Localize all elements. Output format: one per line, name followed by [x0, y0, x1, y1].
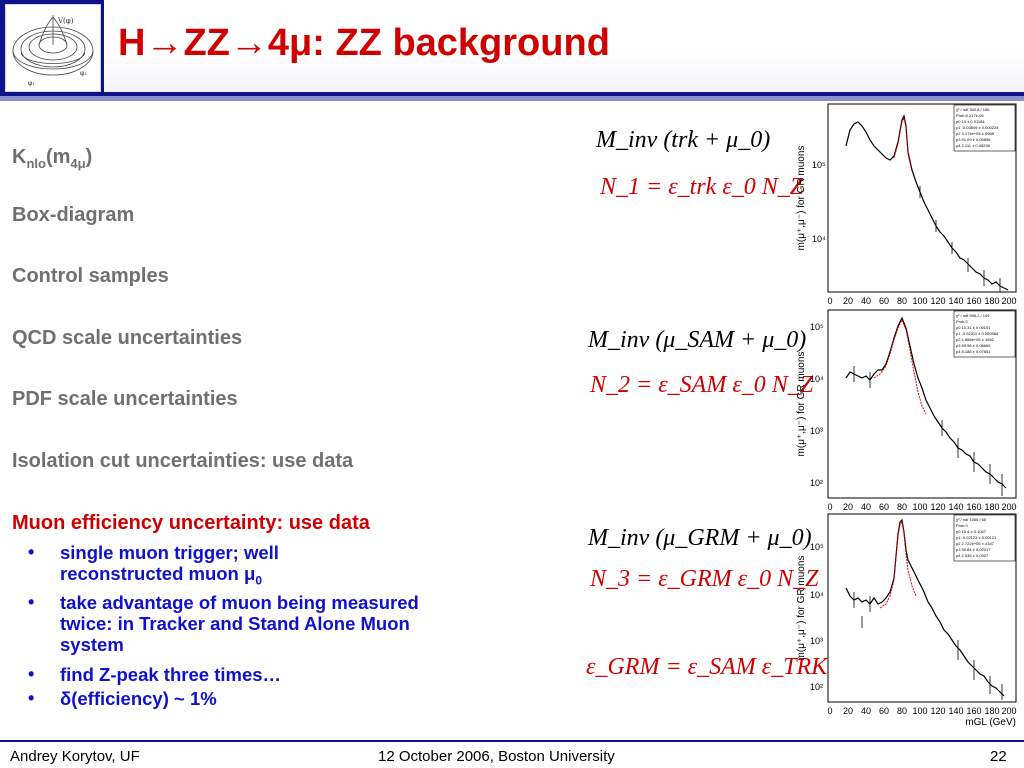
x-tick-label: 20 [842, 296, 854, 306]
page-title: H→ZZ→4μ: ZZ background [118, 22, 610, 64]
plot-trk [790, 102, 1022, 312]
y-tick-label: 10⁴ [810, 374, 824, 384]
sub-list-item [28, 688, 480, 709]
y-axis-label: m(μ⁺,μ⁻) for GR muons [796, 351, 807, 457]
sub-item-text: single muon trigger; well reconstructed muon μ [60, 542, 279, 584]
sub-list-item [28, 592, 420, 655]
stats-line: Prob 8.217e-06 [956, 113, 984, 118]
list-item: PDF scale uncertainties [12, 388, 238, 410]
stats-line: Prob 0 [956, 523, 968, 528]
x-tick-label: 200 [1001, 296, 1017, 306]
knlo-subscript: nlo [26, 156, 46, 171]
x-tick-label: 80 [896, 706, 908, 716]
x-tick-label: 100 [912, 296, 928, 306]
stats-line: p4 2.535 ± 0.0307 [956, 553, 989, 558]
x-tick-label: 40 [860, 296, 872, 306]
x-tick-label: 0 [827, 706, 833, 716]
x-tick-label: 180 [984, 706, 1000, 716]
formula-n2: N_2 = ε_SAM ε_0 N_Z [590, 372, 814, 398]
stats-box [954, 105, 1015, 151]
x-tick-label: 140 [948, 502, 964, 512]
y-tick-label: 10³ [810, 636, 824, 646]
x-tick-label: 120 [930, 296, 946, 306]
logo-frame [0, 0, 104, 96]
stats-line: p0 10.4 ± 0.1047 [956, 529, 986, 534]
x-tick-label: 80 [896, 296, 908, 306]
stats-line: p0 10.31 ± 0.05101 [956, 325, 991, 330]
bullet-icon: • [28, 664, 35, 684]
svg-text:φ₂: φ₂ [80, 70, 87, 77]
x-tick-labels [827, 706, 1016, 716]
sub-list-item [28, 664, 480, 685]
x-tick-labels [827, 296, 1016, 306]
svg-text:V(φ): V(φ) [58, 17, 74, 25]
x-tick-label: 200 [1001, 706, 1017, 716]
plot-grm-svg [790, 512, 1022, 730]
bullet-icon: • [28, 592, 35, 612]
plot-sam-svg [790, 308, 1022, 518]
stats-line: p3 91.09 ± 0.05696 [956, 137, 991, 142]
x-tick-label: 40 [860, 502, 872, 512]
stats-line: χ² / ndf 342.8 / 156 [956, 107, 990, 112]
y-tick-label: 10² [810, 478, 824, 488]
stats-line: p4 8.188 ± 0.07651 [956, 349, 991, 354]
x-tick-label: 60 [878, 502, 890, 512]
x-tick-label: 100 [912, 706, 928, 716]
x-tick-label: 180 [984, 296, 1000, 306]
knlo-arg-open: (m [45, 146, 71, 168]
sub-item-text: find Z-peak three times… [60, 664, 282, 685]
x-tick-label: 120 [930, 502, 946, 512]
bullet-icon: • [28, 688, 35, 708]
plot-trk-svg [790, 102, 1022, 312]
list-item: Box-diagram [12, 204, 135, 226]
x-tick-label: 140 [948, 296, 964, 306]
footer-rule [0, 740, 1024, 742]
list-item: Isolation cut uncertainties: use data [12, 450, 354, 472]
knlo-arg-subscript: 4μ [70, 156, 86, 171]
y-tick-label: 10⁵ [810, 322, 824, 332]
stats-line: p2 3.174e+05 ± 6968 [956, 131, 994, 136]
knlo-item [12, 146, 92, 171]
stats-line: p1 -0.02123 ± 0.00121 [956, 535, 997, 540]
formula-n1: N_1 = ε_trk ε_0 N_Z [600, 174, 804, 200]
x-tick-label: 160 [966, 296, 982, 306]
formula-minv-sam: M_inv (μ_SAM + μ_0) [588, 327, 807, 353]
y-tick-label: 10⁵ [810, 542, 824, 552]
sub-item-text: δ(efficiency) ~ 1% [60, 688, 217, 709]
formula-minv-grm: M_inv (μ_GRM + μ_0) [588, 525, 812, 551]
footer-event: 12 October 2006, Boston University [378, 748, 615, 765]
x-tick-label: 140 [948, 706, 964, 716]
formula-eps-grm: ε_GRM = ε_SAM ε_TRK [586, 654, 828, 680]
x-tick-label: 80 [896, 502, 908, 512]
x-tick-label: 180 [984, 502, 1000, 512]
x-tick-label: 60 [878, 296, 890, 306]
slide-header [0, 0, 1024, 102]
y-tick-label: 10³ [810, 426, 824, 436]
x-tick-label: 0 [827, 502, 833, 512]
page-number: 22 [990, 748, 1007, 765]
x-tick-label: 200 [1001, 502, 1017, 512]
stats-line: p1 -0.03849 ± 0.000224 [956, 125, 999, 130]
stats-line: p4 2.111 ± 0.05238 [956, 143, 990, 148]
x-tick-label: 0 [827, 296, 833, 306]
sub-item-text: take advantage of muon being measured twice: in Tracker and Stand Alone Muon system [60, 592, 419, 655]
stats-line: p2 1.668e+05 ± 1552 [956, 337, 994, 342]
sub-list-item [28, 542, 360, 592]
y-tick-label: 10⁴ [812, 234, 826, 244]
y-tick-label: 10⁴ [810, 590, 824, 600]
stats-line: p3 90.84 ± 0.02017 [956, 547, 991, 552]
y-tick-label: 10⁵ [812, 160, 826, 170]
formula-n3: N_3 = ε_GRM ε_0 N_Z [590, 566, 819, 592]
list-item: QCD scale uncertainties [12, 327, 243, 349]
footer-author: Andrey Korytov, UF [10, 748, 140, 765]
stats-line: p1 -0.02311 ± 0.000584 [956, 331, 999, 336]
list-item: Control samples [12, 265, 169, 287]
logo [5, 4, 101, 92]
knlo-arg-close: ) [85, 146, 93, 168]
stats-box [954, 515, 1015, 561]
stats-line: Prob 0 [956, 319, 968, 324]
mu0-subscript: 0 [255, 573, 263, 588]
bullet-icon: • [28, 542, 35, 562]
x-tick-label: 160 [966, 706, 982, 716]
header-rule-light [0, 96, 1024, 101]
x-tick-label: 40 [860, 706, 872, 716]
muon-efficiency-heading: Muon efficiency uncertainty: use data [12, 512, 370, 534]
formula-minv-trk: M_inv (trk + μ_0) [596, 127, 771, 153]
y-axis-label: m(μ⁺,μ⁻) for GR muons [796, 145, 807, 251]
x-tick-label: 20 [842, 502, 854, 512]
plot-sam [790, 308, 1022, 518]
x-axis-label: mGL (GeV) [965, 717, 1016, 728]
stats-line: χ² / ndf 1065 / 65 [956, 517, 987, 522]
x-tick-label: 60 [878, 706, 890, 716]
stats-line: χ² / ndf 596.2 / 149 [956, 313, 990, 318]
x-tick-labels [827, 502, 1016, 512]
plot-grm [790, 512, 1022, 730]
x-tick-label: 120 [930, 706, 946, 716]
stats-line: p0 14 ± 0.01184 [956, 119, 985, 124]
potential-surface-icon [6, 5, 100, 91]
y-tick-label: 10² [810, 682, 824, 692]
stats-box [954, 311, 1015, 357]
y-axis-label: m(μ⁺,μ⁻) for GR muons [796, 555, 807, 661]
x-tick-label: 100 [912, 502, 928, 512]
svg-text:φ₁: φ₁ [28, 80, 35, 87]
knlo-symbol: K [12, 146, 27, 168]
x-tick-label: 160 [966, 502, 982, 512]
x-tick-label: 20 [842, 706, 854, 716]
stats-line: p3 89.96 ± 0.06665 [956, 343, 991, 348]
stats-line: p2 2.722e+05 ± 4347 [956, 541, 994, 546]
